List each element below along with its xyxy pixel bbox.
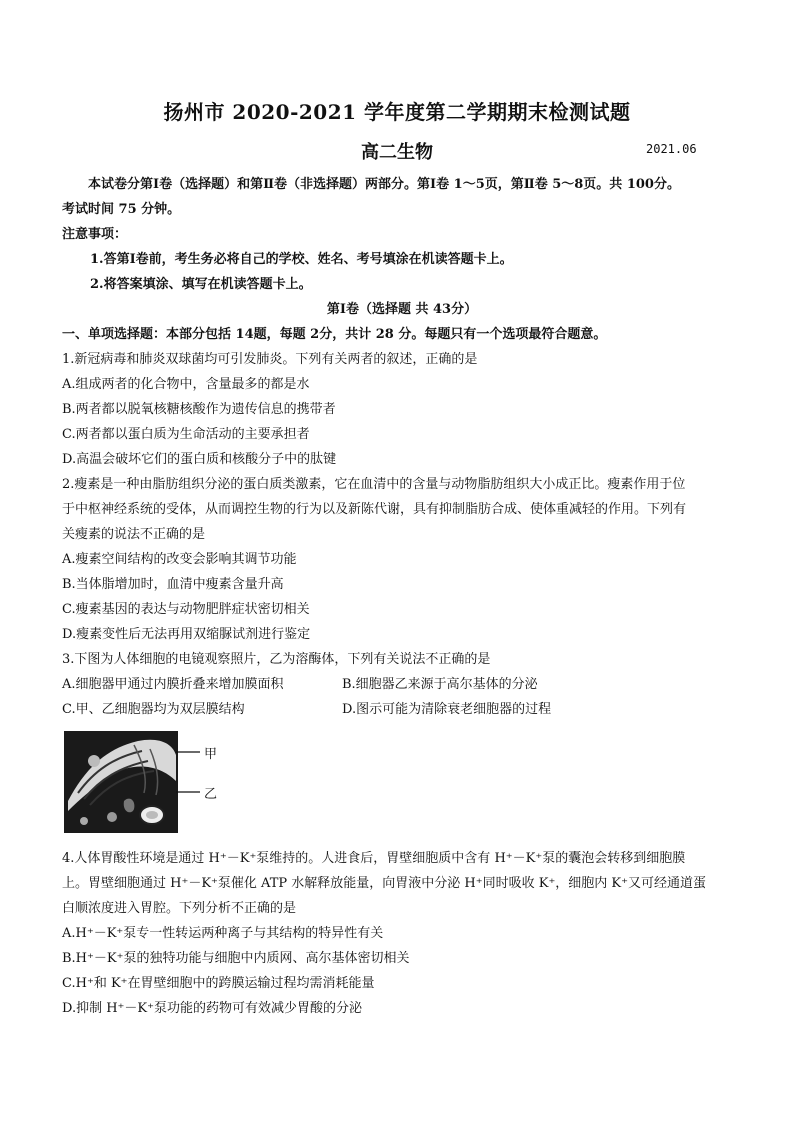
notes-item-1: 1.答第Ⅰ卷前，考生务必将自己的学校、姓名、考号填涂在机读答题卡上。 <box>90 252 513 267</box>
intro-block <box>62 172 742 722</box>
q4-option-b: B.H⁺－K⁺泵的独特功能与细胞中内质网、高尔基体密切相关 <box>62 951 410 966</box>
intro-line-1: 本试卷分第Ⅰ卷（选择题）和第Ⅱ卷（非选择题）两部分。第Ⅰ卷 1～5页，第Ⅱ卷 5～8页。共 100分。 <box>88 177 680 192</box>
intro-line-2: 考试时间 75 分钟。 <box>62 202 181 217</box>
q2-stem-1: 2.瘦素是一种由脂肪组织分泌的蛋白质类激素，它在血清中的含量与动物脂肪组织大小成正比。瘦素作用于位 <box>62 477 686 492</box>
section-title: 第Ⅰ卷（选择题 共 43分） <box>326 302 478 317</box>
q3-option-a: A.细胞器甲通过内膜折叠来增加膜面积 <box>62 677 284 692</box>
q1-option-d: D.高温会破坏它们的蛋白质和核酸分子中的肽键 <box>62 452 337 467</box>
q4-block <box>62 846 742 1021</box>
q3-options-row-1 <box>62 672 742 697</box>
q3-option-b: B.细胞器乙来源于高尔基体的分泌 <box>342 677 538 692</box>
exam-subject: 高二生物 <box>361 142 433 163</box>
q2-stem-3: 关瘦素的说法不正确的是 <box>62 527 206 542</box>
label-yi: 乙 <box>204 787 218 802</box>
q1-option-c: C.两者都以蛋白质为生命活动的主要承担者 <box>62 427 310 442</box>
q4-option-a: A.H⁺－K⁺泵专一性转运两种离子与其结构的特异性有关 <box>62 926 384 941</box>
q4-stem-1: 4.人体胃酸性环境是通过 H⁺－K⁺泵维持的。人进食后，胃壁细胞质中含有 H⁺－K⁺泵的囊泡会转移到细胞膜 <box>62 851 686 866</box>
exam-date: 2021.06 <box>646 142 697 156</box>
part1-instructions: 一、单项选择题：本部分包括 14题，每题 2分，共计 28 分。每题只有一个选项最符合题意。 <box>62 327 607 342</box>
exam-title: 扬州市 2020-2021 学年度第二学期期末检测试题 <box>163 100 631 124</box>
q3-option-c: C.甲、乙细胞器均为双层膜结构 <box>62 702 245 717</box>
micrograph-image <box>64 731 178 833</box>
micrograph-figure <box>64 731 178 833</box>
q2-option-d: D.瘦素变性后无法再用双缩脲试剂进行鉴定 <box>62 627 311 642</box>
q1-option-a: A.组成两者的化合物中，含量最多的都是水 <box>62 377 310 392</box>
q3-stem: 3.下图为人体细胞的电镜观察照片，乙为溶酶体，下列有关说法不正确的是 <box>62 652 491 667</box>
q2-option-b: B.当体脂增加时，血清中瘦素含量升高 <box>62 577 284 592</box>
q4-stem-3: 白顺浓度进入胃腔。下列分析不正确的是 <box>62 901 297 916</box>
q1-stem: 1.新冠病毒和肺炎双球菌均可引发肺炎。下列有关两者的叙述，正确的是 <box>62 352 478 367</box>
q4-option-d: D.抑制 H⁺－K⁺泵功能的药物可有效减少胃酸的分泌 <box>62 1001 362 1016</box>
q3-options-row-2 <box>62 697 742 722</box>
q4-stem-2: 上。胃壁细胞通过 H⁺－K⁺泵催化 ATP 水解释放能量，向胃液中分泌 H⁺同时吸收 K⁺，细胞内 K⁺又可经通道蛋 <box>62 876 707 891</box>
q4-option-c: C.H⁺和 K⁺在胃壁细胞中的跨膜运输过程均需消耗能量 <box>62 976 375 991</box>
notes-item-2: 2.将答案填涂、填写在机读答题卡上。 <box>90 277 312 292</box>
label-jia: 甲 <box>204 747 218 762</box>
notes-heading: 注意事项： <box>62 227 128 242</box>
figure-label-lines <box>176 744 202 794</box>
q2-stem-2: 于中枢神经系统的受体，从而调控生物的行为以及新陈代谢，具有抑制脂肪合成、使体重减轻的作用。下列有 <box>62 502 687 517</box>
q2-option-a: A.瘦素空间结构的改变会影响其调节功能 <box>62 552 297 567</box>
q1-option-b: B.两者都以脱氧核糖核酸作为遗传信息的携带者 <box>62 402 336 417</box>
q3-option-d: D.图示可能为清除衰老细胞器的过程 <box>342 702 552 717</box>
q2-option-c: C.瘦素基因的表达与动物肥胖症状密切相关 <box>62 602 310 617</box>
